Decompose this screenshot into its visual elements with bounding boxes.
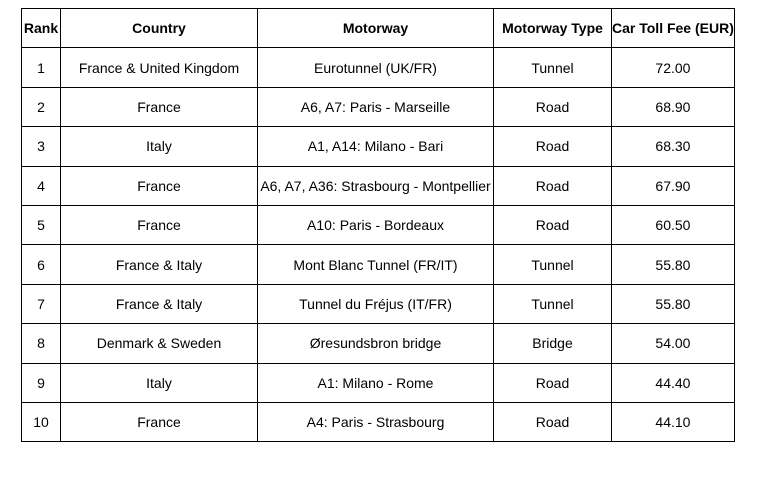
header-rank: Rank — [22, 9, 61, 48]
cell-rank: 4 — [22, 166, 61, 205]
cell-country: France & United Kingdom — [61, 48, 258, 87]
cell-toll-fee: 44.40 — [612, 363, 735, 402]
table-row — [22, 48, 735, 87]
cell-country: France & Italy — [61, 284, 258, 323]
table-row — [22, 245, 735, 284]
cell-rank: 1 — [22, 48, 61, 87]
cell-motorway: Øresundsbron bridge — [258, 324, 494, 363]
cell-rank: 2 — [22, 87, 61, 126]
cell-country: France — [61, 205, 258, 244]
header-row — [22, 9, 735, 48]
table-row — [22, 127, 735, 166]
cell-motorway: Tunnel du Fréjus (IT/FR) — [258, 284, 494, 323]
table-row — [22, 324, 735, 363]
cell-country: France & Italy — [61, 245, 258, 284]
cell-toll-fee: 67.90 — [612, 166, 735, 205]
cell-motorway: Mont Blanc Tunnel (FR/IT) — [258, 245, 494, 284]
cell-toll-fee: 72.00 — [612, 48, 735, 87]
header-motorway: Motorway — [258, 9, 494, 48]
header-country: Country — [61, 9, 258, 48]
table-row — [22, 284, 735, 323]
cell-toll-fee: 55.80 — [612, 245, 735, 284]
header-car-toll-fee: Car Toll Fee (EUR) — [612, 9, 735, 48]
cell-motorway-type: Road — [494, 127, 612, 166]
cell-motorway: A10: Paris - Bordeaux — [258, 205, 494, 244]
cell-motorway-type: Road — [494, 402, 612, 441]
cell-country: France — [61, 402, 258, 441]
cell-rank: 9 — [22, 363, 61, 402]
cell-toll-fee: 55.80 — [612, 284, 735, 323]
cell-rank: 6 — [22, 245, 61, 284]
cell-toll-fee: 54.00 — [612, 324, 735, 363]
table-body — [22, 48, 735, 442]
cell-rank: 8 — [22, 324, 61, 363]
cell-country: Denmark & Sweden — [61, 324, 258, 363]
header-motorway-type: Motorway Type — [494, 9, 612, 48]
cell-toll-fee: 68.30 — [612, 127, 735, 166]
cell-toll-fee: 60.50 — [612, 205, 735, 244]
cell-motorway-type: Road — [494, 87, 612, 126]
cell-motorway: A1, A14: Milano - Bari — [258, 127, 494, 166]
cell-country: Italy — [61, 363, 258, 402]
cell-rank: 10 — [22, 402, 61, 441]
cell-motorway-type: Tunnel — [494, 48, 612, 87]
table-row — [22, 363, 735, 402]
cell-motorway: Eurotunnel (UK/FR) — [258, 48, 494, 87]
cell-rank: 3 — [22, 127, 61, 166]
cell-rank: 5 — [22, 205, 61, 244]
cell-toll-fee: 68.90 — [612, 87, 735, 126]
cell-motorway: A6, A7, A36: Strasbourg - Montpellier — [258, 166, 494, 205]
table-row — [22, 205, 735, 244]
cell-motorway-type: Road — [494, 166, 612, 205]
cell-motorway: A1: Milano - Rome — [258, 363, 494, 402]
cell-country: France — [61, 166, 258, 205]
cell-rank: 7 — [22, 284, 61, 323]
table-row — [22, 87, 735, 126]
cell-motorway-type: Tunnel — [494, 245, 612, 284]
cell-toll-fee: 44.10 — [612, 402, 735, 441]
cell-motorway-type: Tunnel — [494, 284, 612, 323]
toll-fee-table — [21, 8, 735, 442]
cell-motorway: A6, A7: Paris - Marseille — [258, 87, 494, 126]
cell-country: France — [61, 87, 258, 126]
table-header — [22, 9, 735, 48]
table-row — [22, 166, 735, 205]
table-row — [22, 402, 735, 441]
cell-country: Italy — [61, 127, 258, 166]
cell-motorway-type: Bridge — [494, 324, 612, 363]
cell-motorway: A4: Paris - Strasbourg — [258, 402, 494, 441]
cell-motorway-type: Road — [494, 205, 612, 244]
cell-motorway-type: Road — [494, 363, 612, 402]
